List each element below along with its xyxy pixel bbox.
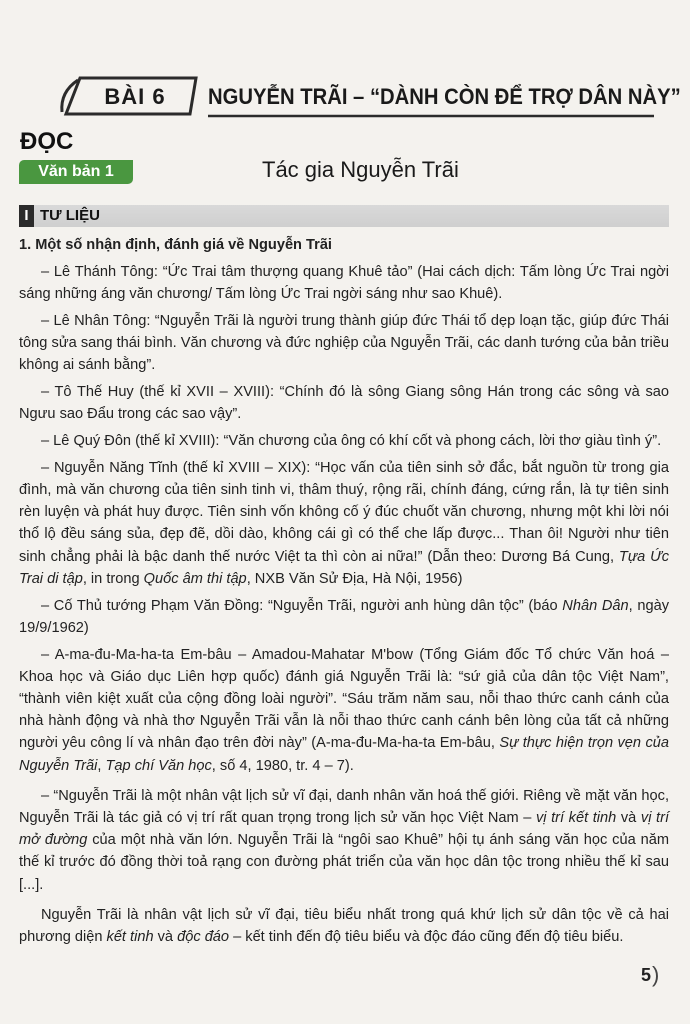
- paragraph-text: Nguyễn Trãi là nhân vật lịch sử vĩ đại, tiêu biểu nhất trong quá khứ lịch sử dân tộc về cả hai phương diện: [19, 906, 669, 946]
- journal-title: Tạp chí Văn học: [105, 757, 212, 774]
- section-title: ĐỌC: [20, 128, 74, 155]
- lesson-header: [58, 72, 681, 120]
- quote-paragraph: [19, 785, 669, 896]
- quote-text: – A-ma-đu-Ma-ha-ta Em-bâu – Amadou-Mahatar M'bow (Tổng Giám đốc Tổ chức Văn hoá – Khoa học và Giáo dục Liên hợp quốc) đánh giá Nguyễn Trãi là: “sứ giả của dân tộc Việt Nam”, “thành viên kiệt xuất của cộng đồng loài người”. “Sáu trăm năm sau, nỗi thao thức canh cánh của nhà hành động và nhà thơ Nguyễn Trãi vẫn là nỗi thao thức canh cánh bên lòng của tất cả những người yêu công lí và nhân đạo trên đời này” (A-ma-đu-Ma-ha-ta Em-bâu,: [19, 646, 669, 752]
- part-heading-bar: [19, 205, 669, 227]
- emphasis: độc đáo: [177, 929, 230, 946]
- body-content: [19, 234, 669, 948]
- part-number: I: [19, 205, 34, 227]
- newspaper-title: Nhân Dân: [562, 597, 629, 614]
- paragraph-text: – kết tinh đến độ tiêu biểu và độc đáo cũng đến độ tiêu biểu.: [229, 929, 624, 946]
- article-title: Sự thực hiện trọn vẹn của Nguyễn Trãi: [19, 735, 669, 774]
- quote-paragraph: [19, 457, 669, 590]
- page-number: 5: [641, 965, 652, 985]
- quote-paragraph: – Tô Thế Huy (thế kỉ XVII – XVIII): “Chính đó là sông Giang sông Hán trong các sông và sao Ngưu sao Đẩu trong các sao vậy”.: [19, 384, 669, 423]
- quote-text: của một nhà văn lớn. Nguyễn Trãi là “ngôi sao Khuê” hội tụ ánh sáng văn học của năm thế kỉ trước đó đồng thời toả rạng con đường phát triển của văn học dân tộc trong nhiều thế kỉ sau [...].: [19, 832, 669, 893]
- quote-text: ,: [97, 757, 106, 774]
- quote-paragraph: [19, 595, 669, 639]
- quote-text: , NXB Văn Sử Địa, Hà Nội, 1956): [246, 570, 463, 587]
- quote-paragraph: – Lê Nhân Tông: “Nguyễn Trãi là người trung thành giúp đức Thái tổ dẹp loạn tặc, giúp đức Thái tông sửa sang thái bình. Văn chương và đức nghiệp của Nguyễn Trãi, các danh tướng của bản triều không ai sánh bằng”.: [19, 312, 669, 374]
- quote-text: , in trong: [82, 570, 144, 587]
- quote-paragraph: [19, 644, 669, 777]
- text-label-badge: Văn bản 1: [19, 160, 133, 184]
- part-label: TƯ LIỆU: [40, 207, 100, 224]
- emphasis: vị trí kết tinh: [535, 810, 617, 827]
- sub-heading: 1. Một số nhận định, đánh giá về Nguyễn Trãi: [19, 237, 332, 253]
- quote-text: và: [616, 810, 641, 827]
- quote-paragraph: – Lê Thánh Tông: “Ức Trai tâm thượng quang Khuê tảo” (Hai cách dịch: Tấm lòng Ức Trai ngời sáng những áng văn chương/ Tấm lòng Ức Trai ngời sáng như sao Khuê).: [19, 263, 669, 302]
- book-title: Tựa Ức Trai di tập: [19, 548, 669, 587]
- emphasis: vị trí mở đường: [19, 810, 669, 849]
- quote-paragraph: – Lê Quý Đôn (thế kỉ XVIII): “Văn chương của ông có khí cốt và phong cách, lời thơ giàu tình ý”.: [41, 433, 662, 449]
- closing-paragraph: [19, 904, 669, 948]
- text-title: Tác gia Nguyễn Trãi: [262, 157, 459, 182]
- quote-text: – Cố Thủ tướng Phạm Văn Đồng: “Nguyễn Trãi, người anh hùng dân tộc” (báo: [41, 597, 563, 614]
- lesson-title: NGUYỄN TRÃI – “DÀNH CÒN ĐỂ TRỢ DÂN NÀY”: [208, 84, 681, 109]
- quote-text: – “Nguyễn Trãi là một nhân vật lịch sử vĩ đại, danh nhân văn hoá thế giới. Riêng về mặt văn học, Nguyễn Trãi là tác giả có vị trí rất quan trọng trong lịch sử văn học Việt Nam –: [19, 787, 669, 827]
- book-title: Quốc âm thi tập: [143, 570, 247, 587]
- quote-text: , ngày 19/9/1962): [19, 597, 669, 636]
- quote-text: – Nguyễn Năng Tĩnh (thế kỉ XVIII – XIX): “Học vấn của tiên sinh sở đắc, bắt nguồn từ trong gia đình, mà văn chương của tiên sinh tinh vi, thâm thuý, rộng rãi, chính đáng, cứng rắn, là tự tiên sinh rèn luyện và phát huy được. Tiên sinh vốn không cố ý đúc chuốt văn chương, nhưng một khi lời nói thổ lộ đều sáng sủa, đẹp đẽ, dồi dào, không cái gì có thể che lấp được... Than ôi! Người như tiên sinh chẳng phải là bậc danh thế nước Việt ta thì còn ai nữa!” (Dẫn theo: Dương Bá Cung,: [19, 459, 669, 565]
- emphasis: kết tinh: [106, 929, 154, 946]
- page-number-bracket: ): [652, 962, 660, 987]
- quote-text: , số 4, 1980, tr. 4 – 7).: [211, 757, 354, 774]
- lesson-code: BÀI 6: [104, 84, 166, 109]
- paragraph-text: và: [153, 929, 178, 946]
